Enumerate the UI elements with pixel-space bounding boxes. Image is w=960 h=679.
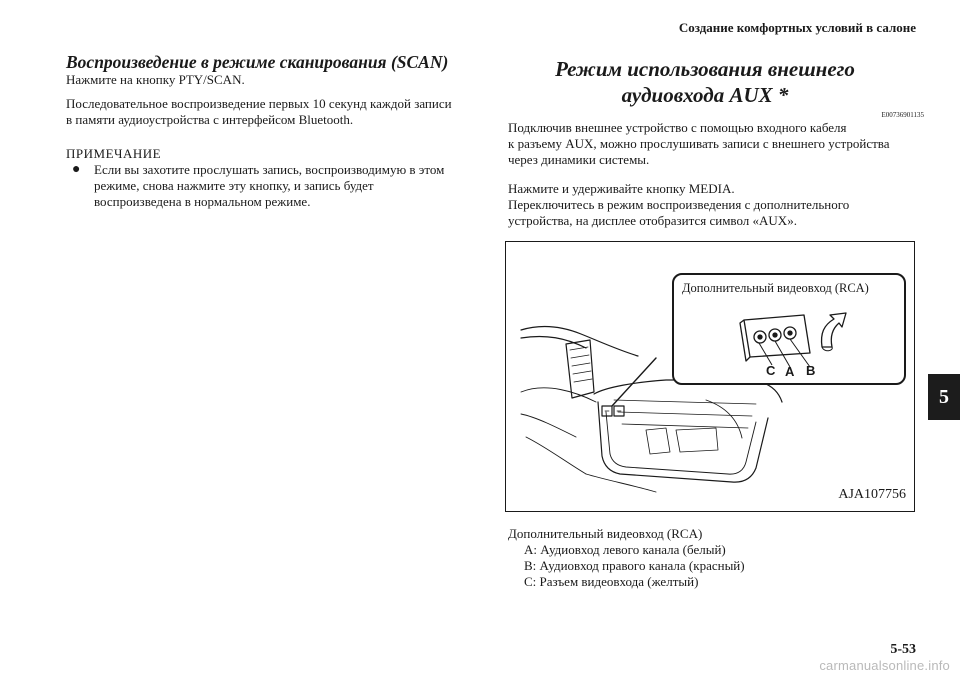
watermark-url: carmanualsonline.info xyxy=(819,658,950,673)
aux-paragraph-1 xyxy=(508,120,918,168)
legend-item-a: A: Аудиовход левого канала (белый) xyxy=(524,542,726,557)
scan-description-line-1: Последовательное воспроизведение первых 10 секунд каждой записи xyxy=(66,96,452,111)
aux-p2-line-3: устройства, на дисплее отобразится символ «AUX». xyxy=(508,213,797,228)
aux-p1-line-3: через динамики системы. xyxy=(508,152,650,167)
aux-section xyxy=(508,56,924,229)
aux-p2-line-1: Нажмите и удерживайте кнопку MEDIA. xyxy=(508,181,735,196)
aux-heading-line-1: Режим использования внешнего xyxy=(555,57,855,81)
scan-heading: Воспроизведение в режиме сканирования (SCAN) xyxy=(66,52,449,72)
scan-instruction: Нажмите на кнопку PTY/SCAN. xyxy=(66,72,245,87)
aux-paragraph-2 xyxy=(508,181,918,229)
page-number: 5-53 xyxy=(890,642,916,657)
legend-item-c: C: Разъем видеовхода (желтый) xyxy=(524,574,699,589)
label-c: C xyxy=(766,363,776,378)
aux-heading xyxy=(508,56,918,108)
label-b: B xyxy=(806,363,816,378)
scan-description-line-2: в памяти аудиоустройства с интерфейсом Bluetooth. xyxy=(66,112,354,127)
figure-legend xyxy=(508,526,745,590)
label-a: A xyxy=(785,364,795,379)
legend-item-b: B: Аудиовход правого канала (красный) xyxy=(524,558,745,573)
scan-section xyxy=(66,52,476,210)
rca-callout xyxy=(672,273,906,385)
note-line-1: Если вы захотите прослушать запись, воспроизводимую в этом xyxy=(94,162,445,177)
aux-input-illustration xyxy=(505,241,915,512)
section-code: E00736901135 xyxy=(881,111,924,119)
scan-description xyxy=(66,96,476,128)
chapter-tab: 5 xyxy=(928,374,960,420)
bullet-icon: ● xyxy=(72,162,81,177)
figure-id: AJA107756 xyxy=(838,487,906,502)
note-title: ПРИМЕЧАНИЕ xyxy=(66,146,162,161)
legend-title: Дополнительный видеовход (RCA) xyxy=(508,526,703,541)
note-text xyxy=(94,162,444,210)
note-bullet xyxy=(66,162,476,210)
note-line-2: режиме, снова нажмите эту кнопку, и запись будет xyxy=(94,178,374,193)
aux-heading-line-2: аудиовхода AUX * xyxy=(621,83,789,107)
callout-title: Дополнительный видеовход (RCA) xyxy=(682,281,869,295)
aux-p1-line-2: к разъему AUX, можно прослушивать записи с внешнего устройства xyxy=(508,136,890,151)
running-header: Создание комфортных условий в салоне xyxy=(678,20,916,35)
aux-p2-line-2: Переключитесь в режим воспроизведения с дополнительного xyxy=(508,197,850,212)
aux-p1-line-1: Подключив внешнее устройство с помощью входного кабеля xyxy=(508,120,847,135)
note-line-3: воспроизведена в нормальном режиме. xyxy=(94,194,311,209)
